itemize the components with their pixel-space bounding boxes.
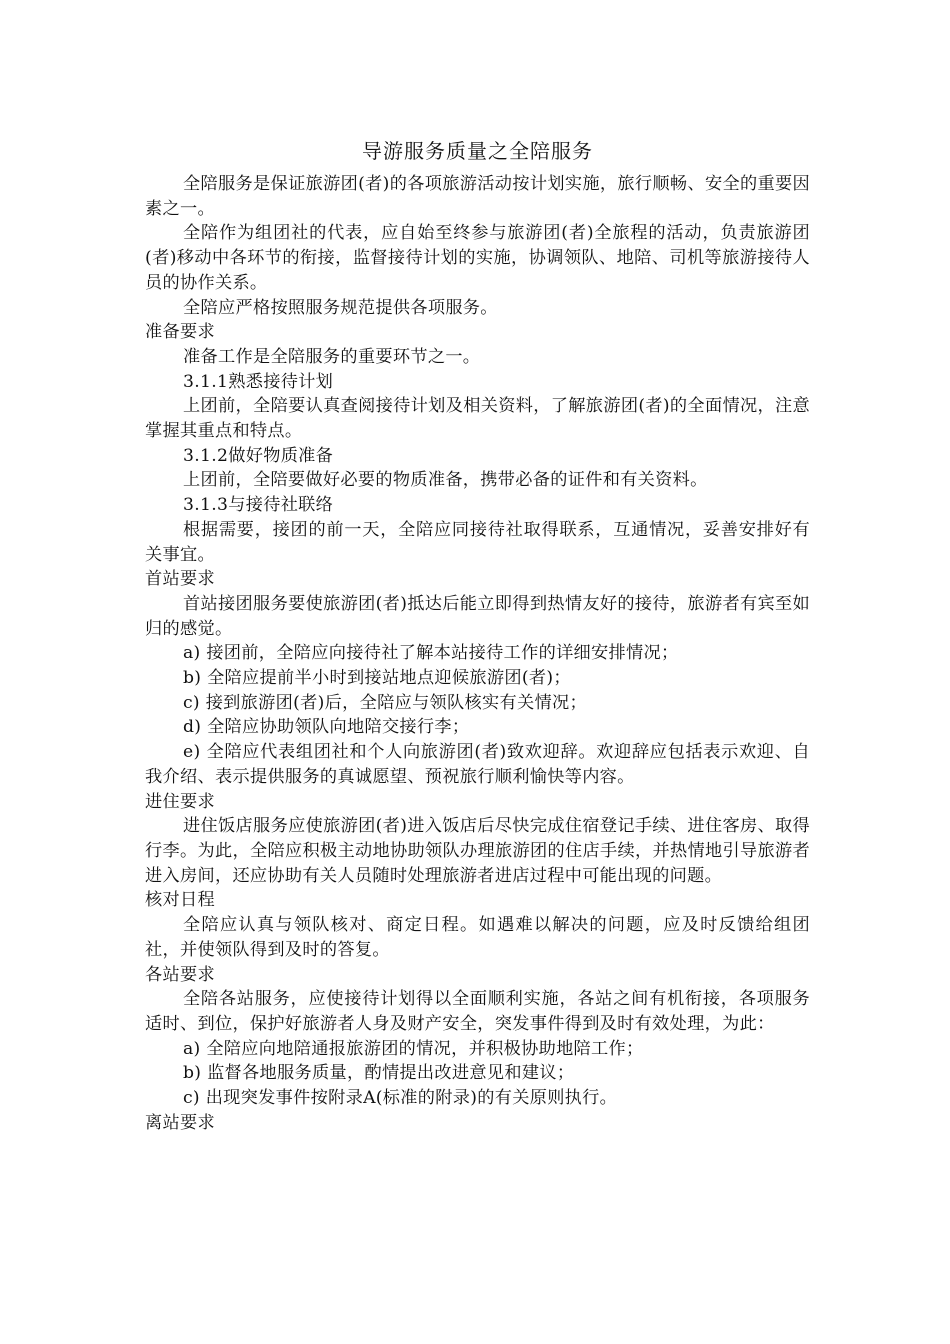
list-item: a) 全陪应向地陪通报旅游团的情况，并积极协助地陪工作； <box>183 1038 644 1059</box>
intro-paragraph: 全陪服务是保证旅游团(者)的各项旅游活动按计划实施，旅行顺畅、安全的重要因素之一。 <box>145 174 810 219</box>
list-item: a) 接团前，全陪应向接待社了解本站接待工作的详细安排情况； <box>183 643 679 664</box>
intro-paragraph: 全陪应严格按照服务规范提供各项服务。 <box>183 297 498 318</box>
intro-paragraph: 全陪作为组团社的代表，应自始至终参与旅游团(者)全旅程的活动，负责旅游团(者)移动中各环节的衔接，监督接待计划的实施，协调领队、地陪、司机等旅游接待人员的协作关系。 <box>145 223 810 293</box>
section-heading-departure: 离站要求 <box>145 1112 215 1133</box>
check-in-text: 进住饭店服务应使旅游团(者)进入饭店后尽快完成住宿登记手续、进住客房、取得行李。为此，全陪应积极主动地协助领队办理旅游团的住店手续，并热情地引导旅游者进入房间，还应协助有关人员随时处理旅游者进店过程中可能出现的问题。 <box>145 816 810 886</box>
list-item: c) 出现突发事件按附录A(标准的附录)的有关原则执行。 <box>183 1088 618 1109</box>
section-heading-check-in: 进住要求 <box>145 791 215 812</box>
subsection-text: 上团前，全陪要认真查阅接待计划及相关资料，了解旅游团(者)的全面情况，注意掌握其重点和特点。 <box>145 396 810 442</box>
list-item: c) 接到旅游团(者)后，全陪应与领队核实有关情况； <box>183 692 587 713</box>
list-item: d) 全陪应协助领队向地陪交接行李； <box>183 717 470 738</box>
subsection-title: 3.1.3与接待社联络 <box>183 495 334 516</box>
section-heading-each-stop: 各站要求 <box>145 964 215 985</box>
document-page <box>145 136 810 1135</box>
schedule-text: 全陪应认真与领队核对、商定日程。如遇难以解决的问题，应及时反馈给组团社，并使领队得到及时的答复。 <box>145 915 810 960</box>
document-title: 导游服务质量之全陪服务 <box>362 139 593 163</box>
subsection-text: 上团前，全陪要做好必要的物质准备，携带必备的证件和有关资料。 <box>183 470 708 491</box>
subsection-title: 3.1.1熟悉接待计划 <box>183 371 334 392</box>
section-heading-first-stop: 首站要求 <box>145 569 215 590</box>
list-item: b) 监督各地服务质量，酌情提出改进意见和建议； <box>183 1063 575 1084</box>
first-stop-intro: 首站接团服务要使旅游团(者)抵达后能立即得到热情友好的接待，旅游者有宾至如归的感觉。 <box>145 593 810 639</box>
each-stop-intro: 全陪各站服务，应使接待计划得以全面顺利实施，各站之间有机衔接，各项服务适时、到位，保护好旅游者人身及财产安全，突发事件得到及时有效处理，为此： <box>145 989 810 1034</box>
subsection-text: 根据需要，接团的前一天，全陪应同接待社取得联系，互通情况，妥善安排好有关事宜。 <box>145 519 810 565</box>
list-item: e) 全陪应代表组团社和个人向旅游团(者)致欢迎辞。欢迎辞应包括表示欢迎、自我介绍、表示提供服务的真诚愿望、预祝旅行顺利愉快等内容。 <box>145 742 810 787</box>
subsection-title: 3.1.2做好物质准备 <box>183 445 334 466</box>
section-heading-schedule: 核对日程 <box>145 890 215 911</box>
list-item: b) 全陪应提前半小时到接站地点迎候旅游团(者)； <box>183 668 571 689</box>
prep-intro: 准备工作是全陪服务的重要环节之一。 <box>183 346 481 367</box>
section-heading-prep: 准备要求 <box>145 322 215 343</box>
